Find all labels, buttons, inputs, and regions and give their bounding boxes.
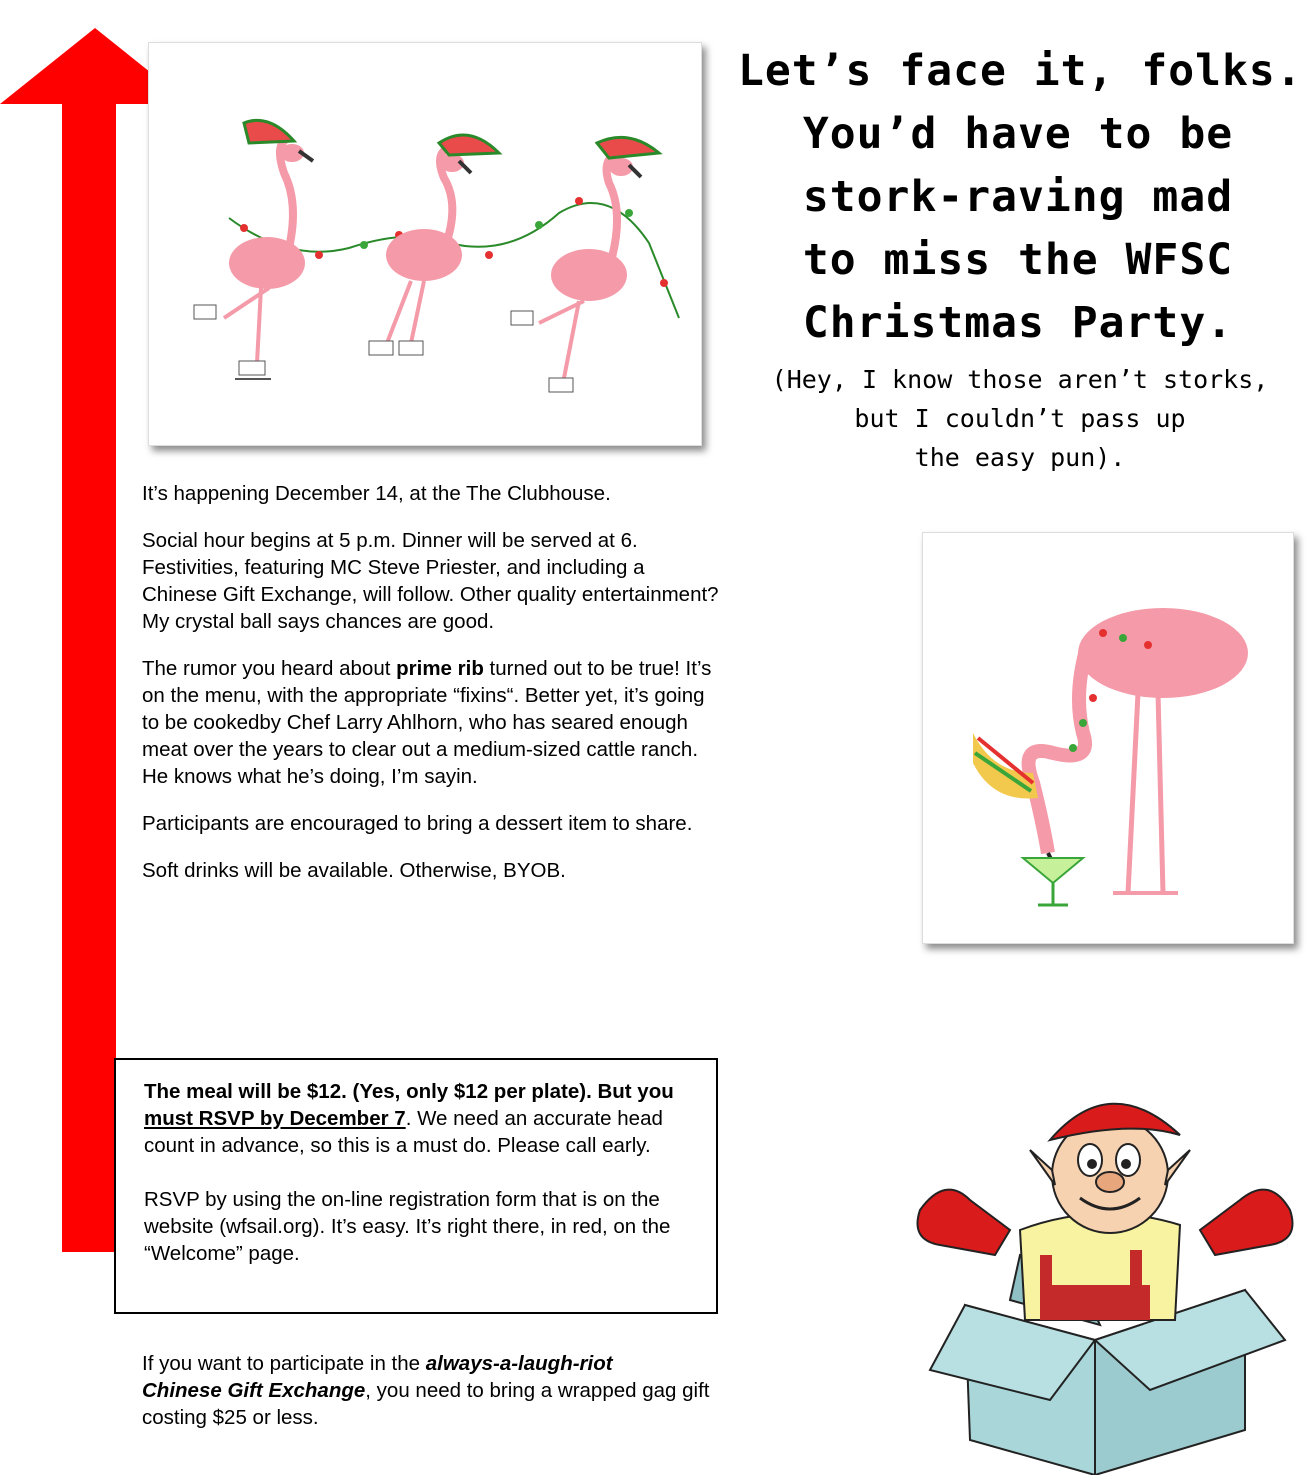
- rsvp-box: [114, 1058, 718, 1314]
- gift-exchange-name: Chinese Gift Exchange: [142, 1379, 366, 1402]
- meal-price-paragraph: [144, 1078, 688, 1159]
- pun-note-line: the easy pun).: [914, 443, 1126, 472]
- schedule-paragraph: Social hour begins at 5 p.m. Dinner will be served at 6. Festivities, featuring MC Steve Priester, and including a Chinese Gift Exchange, will follow. Other quality entertainment? My crystal ball says chances are good.: [142, 529, 719, 633]
- gift-text: , you need to bring a wrapped gag gift costing $25 or less.: [142, 1379, 710, 1429]
- head-count-text: . We need an accurate head count in advance, so this is a must do. Please call early.: [144, 1107, 663, 1157]
- pun-note-line: but I couldn’t pass up: [854, 404, 1186, 433]
- rsvp-deadline-text: must RSVP by December 7: [144, 1107, 406, 1130]
- flamingo-cocktail-icon: [923, 533, 1293, 943]
- pun-note: [740, 360, 1300, 477]
- prime-rib-text: prime rib: [396, 657, 484, 680]
- menu-paragraph: [142, 655, 722, 790]
- elf-in-box-picture: [900, 1080, 1310, 1475]
- headline: [738, 40, 1303, 355]
- date-paragraph: It’s happening December 14, at the The Clubhouse.: [142, 482, 611, 505]
- pun-note-line: (Hey, I know those aren’t storks,: [771, 365, 1269, 394]
- headline-line: Christmas Party.: [802, 298, 1234, 348]
- gift-emphasis: always-a-laugh-riot: [425, 1352, 613, 1375]
- red-arrow-shaft: [62, 100, 116, 1252]
- drinks-paragraph: Soft drinks will be available. Otherwise, BYOB.: [142, 859, 566, 882]
- skating-flamingos-picture: [148, 42, 702, 446]
- skating-flamingos-icon: [149, 43, 701, 445]
- headline-line: You’d have to be: [802, 109, 1234, 159]
- headline-line: to miss the WFSC: [802, 235, 1234, 285]
- event-details: [142, 480, 722, 904]
- flamingo-cocktail-picture: [922, 532, 1294, 944]
- rsvp-instructions: RSVP by using the on-line registration form that is on the website (wfsail.org). It’s easy. It’s right there, in red, on the “Welcome” page.: [144, 1188, 671, 1265]
- headline-line: Let’s face it, folks.: [738, 46, 1303, 96]
- menu-text: turned out to be true! It’s on the menu, with the appropriate “fixins“. Better yet, it’s going to be cookedby Chef Larry Ahlhorn, who has seared enough meat over the years to clear out a medium-sized cattle ranch. He knows what he’s doing, I’m sayin.: [142, 657, 712, 788]
- headline-line: stork-raving mad: [802, 172, 1234, 222]
- gift-text: If you want to participate in the: [142, 1352, 426, 1375]
- meal-price-text: The meal will be $12. (Yes, only $12 per plate). But you: [144, 1080, 674, 1103]
- elf-in-box-icon: [900, 1080, 1310, 1475]
- gift-exchange-note: [142, 1350, 722, 1431]
- dessert-paragraph: Participants are encouraged to bring a dessert item to share.: [142, 812, 693, 835]
- menu-text: The rumor you heard about: [142, 657, 397, 680]
